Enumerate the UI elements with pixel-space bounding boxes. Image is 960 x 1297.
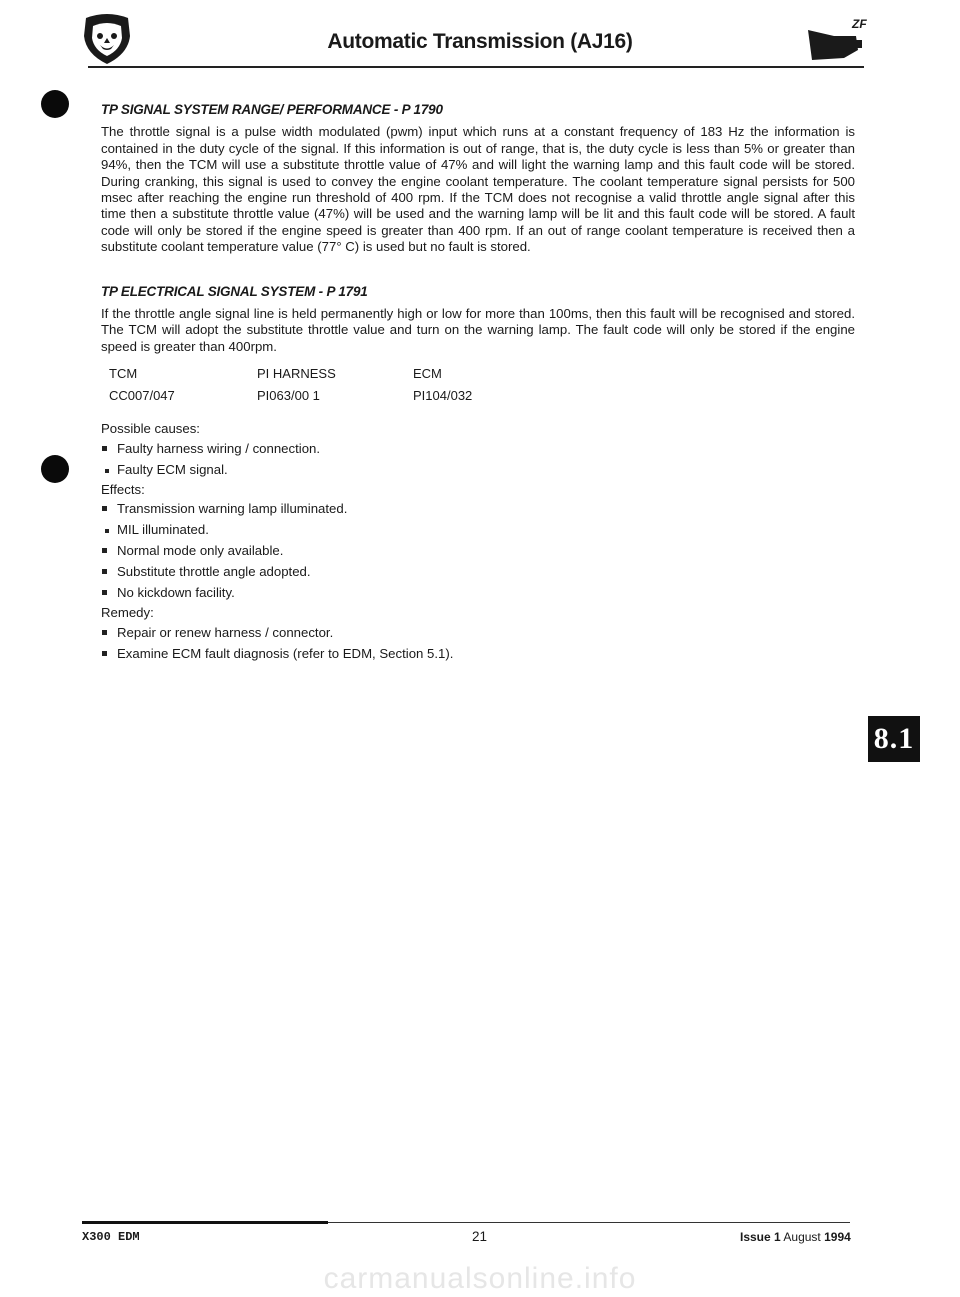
bullet-icon [102, 569, 107, 574]
list-item [101, 500, 855, 517]
bullet-icon [105, 469, 109, 473]
effects-label: Effects: [101, 481, 145, 497]
bullet-icon [102, 651, 107, 656]
section-paragraph-p1791: If the throttle angle signal line is held permanently high or low for more than 100ms, then this fault will be recognised and stored. The TCM will adopt the substitute throttle value and turn on the warning lamp. The fault code will only be stored if the engine speed is greater than 400rpm. [101, 306, 855, 354]
list-item-text: No kickdown facility. [117, 585, 235, 601]
footer-issue [740, 1230, 851, 1244]
footer-rule [82, 1221, 328, 1224]
list-item-text: Examine ECM fault diagnosis (refer to EDM, Section 5.1). [117, 645, 454, 661]
list-item-text: Faulty ECM signal. [117, 461, 228, 477]
section-tab: 8.1 [868, 716, 920, 762]
bullet-icon [102, 590, 107, 595]
table-header-ecm: ECM [413, 366, 442, 382]
list-item [101, 461, 855, 478]
section-title-p1791: TP ELECTRICAL SIGNAL SYSTEM - P 1791 [101, 283, 368, 299]
header-rule [88, 66, 864, 68]
list-item-text: Repair or renew harness / connector. [117, 624, 334, 640]
list-item [101, 624, 855, 641]
watermark: carmanualsonline.info [323, 1262, 637, 1295]
remedy-label: Remedy: [101, 605, 154, 621]
list-item [101, 521, 855, 538]
possible-causes-list [101, 440, 855, 478]
page-title: Automatic Transmission (AJ16) [327, 30, 633, 53]
issue-label: Issue [740, 1230, 771, 1244]
table-header-pi-harness: PI HARNESS [257, 366, 336, 382]
list-item [101, 645, 855, 662]
list-item [101, 542, 855, 559]
main-content [101, 102, 855, 666]
section-title-p1790: TP SIGNAL SYSTEM RANGE/ PERFORMANCE - P 1790 [101, 102, 443, 117]
list-item [101, 440, 855, 457]
bullet-icon [105, 529, 109, 533]
table-cell-tcm: CC007/047 [109, 388, 175, 404]
binder-hole [41, 90, 69, 118]
list-item [101, 584, 855, 601]
bullet-icon [102, 446, 107, 451]
effects-list [101, 500, 855, 601]
bullet-icon [102, 630, 107, 635]
zf-transmission-logo [804, 16, 868, 66]
list-item [101, 563, 855, 580]
table-header-tcm: TCM [109, 366, 138, 382]
list-item-text: Transmission warning lamp illuminated. [117, 501, 348, 517]
table-cell-pi-harness: PI063/00 1 [257, 388, 320, 404]
section-paragraph-p1790: The throttle signal is a pulse width modulated (pwm) input which runs at a constant frequency of 183 Hz the information is contained in the duty cycle of the signal. If this information is out of range, that is, the duty cycle is less than 5% or greater than 94%, then the TCM will use a substitute throttle value of 47% and will light the warning lamp and this fault code will be stored. During cranking, this signal is used to convey the engine coolant temperature. The coolant temperature signal persists for 500 msec after reaching the engine run threshold of 400 rpm. If the TCM does not recognise a valid throttle angle signal after this time then a substitute throttle value (47%) will be used and the warning lamp will be lit and this fault code will be stored. A fault code will only be stored if the engine speed is greater than 400 rpm. If an out of range coolant temperature is received then a substitute coolant temperature value (77° C) is used but no fault is stored. [101, 124, 855, 255]
zf-logo-text: ZF [852, 17, 867, 31]
table-cell-ecm: PI104/032 [413, 388, 473, 404]
binder-hole [41, 455, 69, 483]
bullet-icon [102, 548, 107, 553]
issue-month: August [783, 1230, 821, 1244]
list-item-text: Substitute throttle angle adopted. [117, 564, 311, 580]
page-number: 21 [472, 1229, 488, 1244]
footer-document-code: X300 EDM [82, 1230, 140, 1244]
bullet-icon [102, 506, 107, 511]
footer-rule [328, 1222, 850, 1223]
list-item-text: Normal mode only available. [117, 543, 284, 559]
issue-number: 1 [774, 1230, 781, 1244]
possible-causes-label: Possible causes: [101, 421, 200, 437]
issue-year: 1994 [824, 1230, 851, 1244]
list-item-text: MIL illuminated. [117, 522, 209, 538]
remedy-list [101, 624, 855, 662]
connector-table [101, 365, 855, 405]
list-item-text: Faulty harness wiring / connection. [117, 440, 321, 456]
